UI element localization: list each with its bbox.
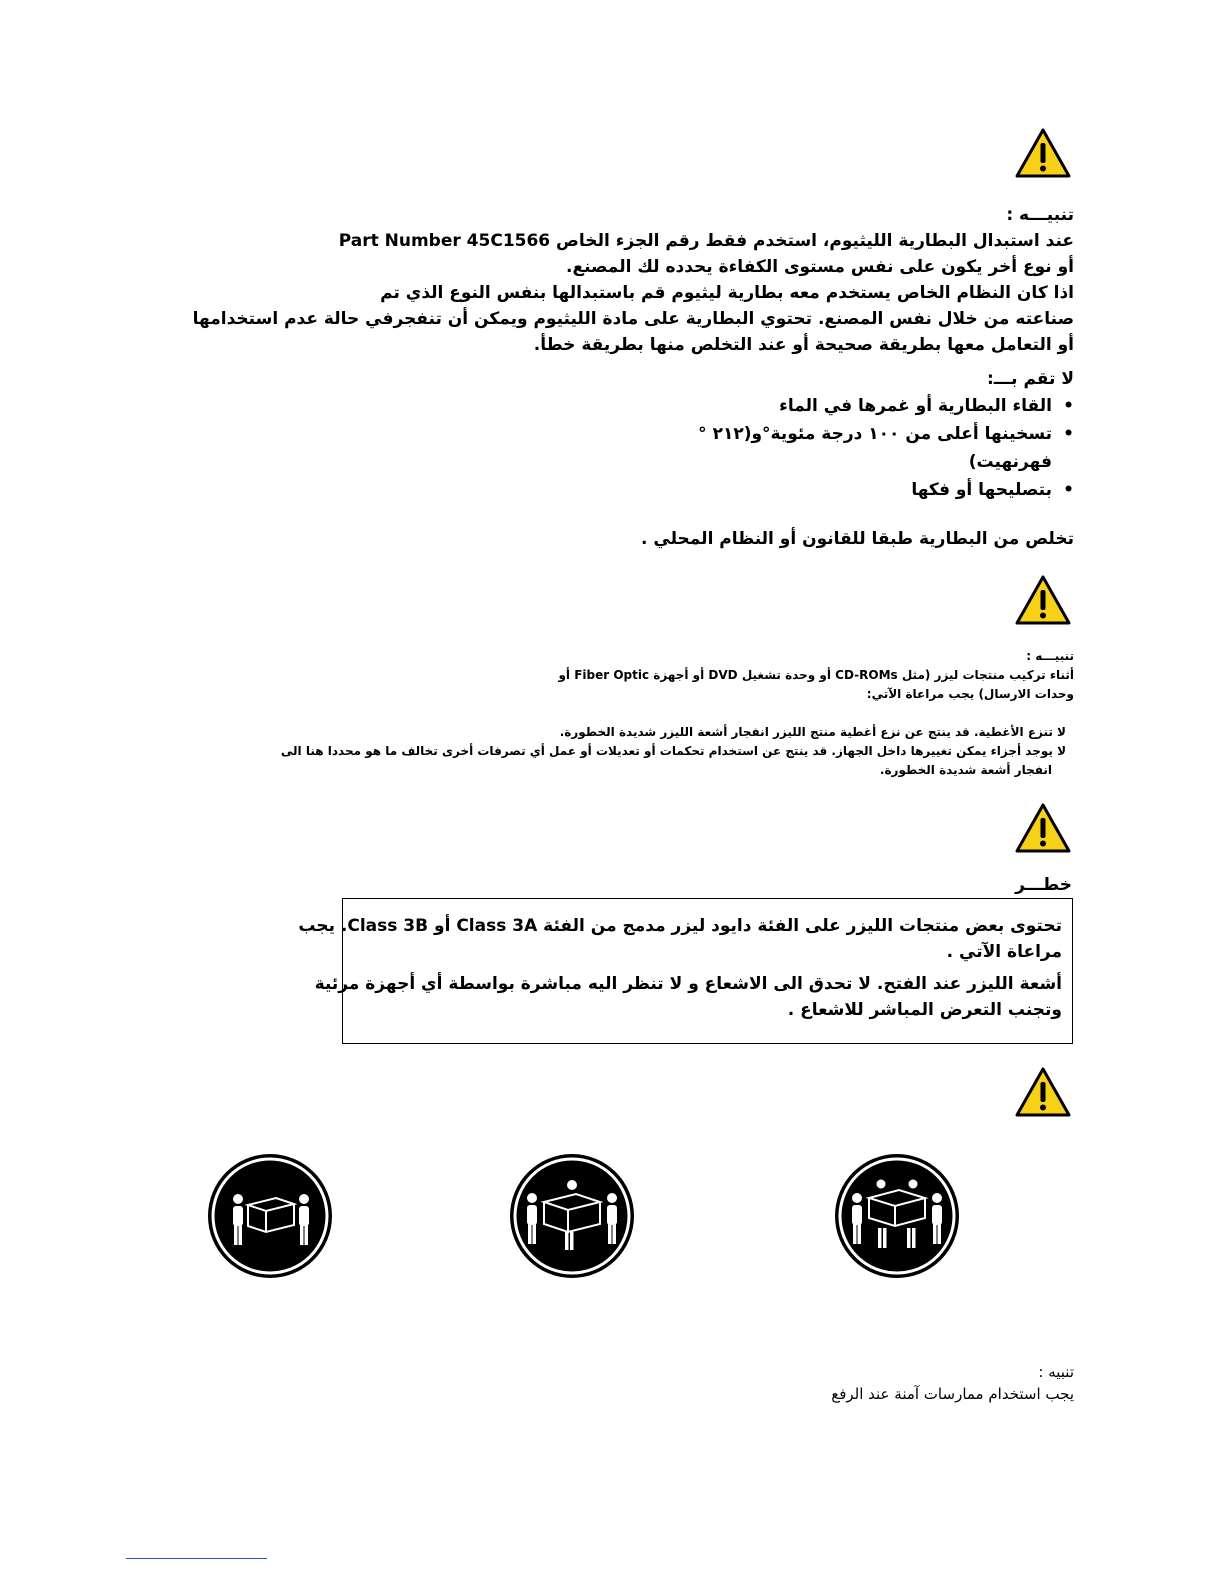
lift-caution-text: يجب استخدام ممارسات آمنة عند الرفع	[831, 1385, 1074, 1403]
laser-caution-title: تنبيـــه :	[1026, 649, 1074, 663]
battery-line: عند استبدال البطارية الليثيوم، استخدم فقط رقم الجزء الخاص Part Number 45C1566	[338, 231, 1074, 251]
laser-caution-items	[280, 723, 1066, 780]
warning-icon	[1015, 128, 1071, 178]
list-item: • بتصليحها أو فكها	[632, 476, 1052, 504]
danger-box	[298, 898, 1073, 1044]
danger-title: خطـــر	[1015, 875, 1072, 895]
battery-line: أو التعامل معها بطريقة صحيحة أو عند التخلص منها بطريقة خطأ.	[533, 335, 1074, 355]
danger-line: مراعاة الآتي .	[946, 942, 1062, 962]
laser-caution-text	[474, 666, 1074, 704]
three-person-lift-icon	[508, 1152, 636, 1280]
laser-item: لا يوجد أجزاء يمكن تغييرها داخل الجهاز. قد ينتج عن استخدام تحكمات أو تعديلات أو عمل أي تصرفات أخرى تخالف ما هو محددا هنا الى	[280, 744, 1066, 758]
two-person-lift-icon	[206, 1152, 334, 1280]
battery-dont-list	[632, 392, 1074, 504]
battery-caution-title: تنبيـــه :	[1006, 205, 1074, 225]
danger-para-2	[314, 971, 1062, 1023]
laser-item: لا تنزع الأغطية. قد ينتج عن نزع أغطية منتج الليزر انفجار أشعة الليزر شديدة الخطورة.	[559, 725, 1066, 739]
battery-dispose-text: تخلص من البطارية طبقا للقانون أو النظام المحلي .	[641, 529, 1074, 549]
list-item: • تسخينها أعلى من ١٠٠ درجة مئوية°و(٢١٢ °	[632, 420, 1052, 448]
warning-icon	[1015, 1067, 1071, 1117]
danger-line: وتجنب التعرض المباشر للاشعاع .	[787, 1000, 1062, 1020]
warning-icon	[1015, 575, 1071, 625]
laser-item: انفجار أشعة شديدة الخطورة.	[879, 763, 1052, 777]
battery-caution-text	[192, 228, 1074, 358]
danger-line: أشعة الليزر عند الفتح. لا تحدق الى الاشعاع و لا تنظر اليه مباشرة بواسطة أي أجهزة مرئية	[314, 974, 1062, 994]
list-item-continuation: فهرنهيت)	[968, 452, 1052, 472]
list-item: • القاء البطارية أو غمرها في الماء	[632, 392, 1052, 420]
battery-line: اذا كان النظام الخاص يستخدم معه بطارية ليثيوم قم باستبدالها بنفس النوع الذي تم	[380, 283, 1074, 303]
laser-line: أثناء تركيب منتجات ليزر (مثل CD-ROMs أو وحدة تشغيل DVD أو أجهزة Fiber Optic أو	[558, 668, 1074, 682]
four-person-lift-icon	[833, 1152, 961, 1280]
laser-line: وحدات الارسال) يجب مراعاة الآتي:	[866, 687, 1074, 701]
danger-para-1	[298, 913, 1062, 965]
battery-line: أو نوع أخر يكون على نفس مستوى الكفاءة يحدده لك المصنع.	[566, 257, 1074, 277]
warning-icon	[1015, 803, 1071, 853]
battery-dont-label: لا تقم بـــ:	[986, 369, 1074, 389]
battery-line: صناعته من خلال نفس المصنع. تحتوي البطارية على مادة الليثيوم ويمكن أن تنفجرفي حالة عدم استخدامها	[192, 309, 1074, 329]
footer-rule	[126, 1558, 267, 1559]
danger-line: تحتوى بعض منتجات الليزر على الفئة دايود ليزر مدمج من الفئة Class 3A أو Class 3B. يجب	[298, 916, 1062, 936]
lift-caution-title: تنبيه :	[1038, 1363, 1074, 1381]
